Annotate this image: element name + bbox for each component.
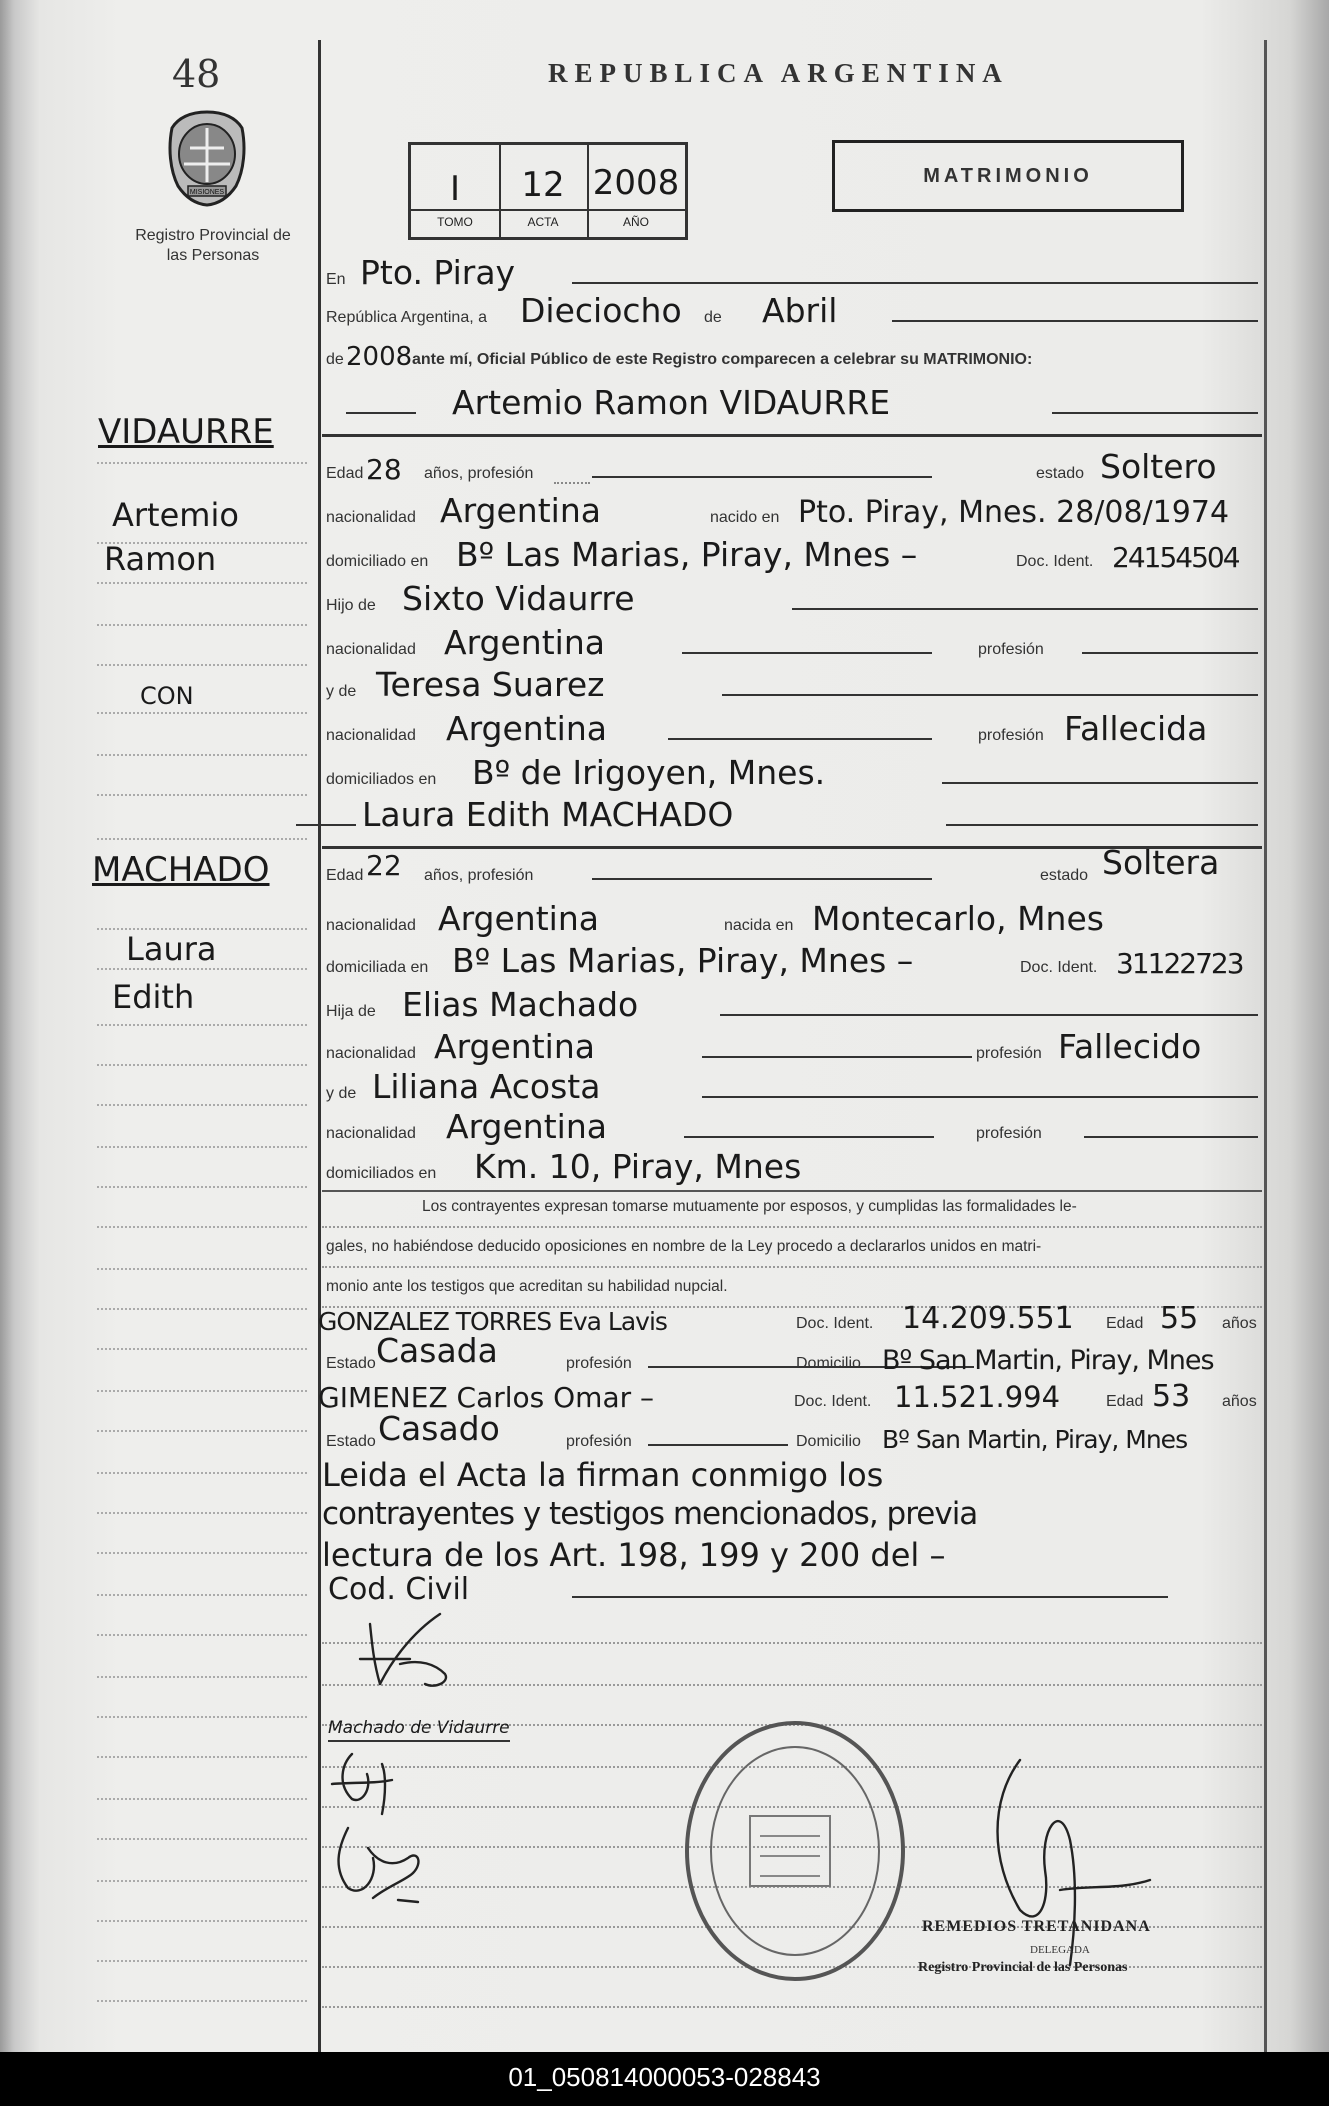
margin-bride-surname: MACHADO	[92, 850, 270, 890]
witness2-domicilio: Bº San Martin, Piray, Mnes	[882, 1425, 1188, 1454]
de-label: de	[704, 309, 722, 326]
witness2-signature	[318, 1808, 458, 1918]
closing-line-2: contrayentes y testigos mencionados, previa	[322, 1496, 978, 1532]
anio-value: 2008	[592, 163, 680, 203]
place-value: Pto. Piray	[360, 253, 516, 292]
official-stamp-line2: DELEGADA	[1030, 1944, 1090, 1956]
bride-age: 22	[366, 849, 402, 882]
bride-mother: Liliana Acosta	[372, 1067, 601, 1106]
groom-doc: 24154504	[1112, 541, 1239, 574]
witness2-prof-label: profesión	[566, 1433, 632, 1450]
groom-mother: Teresa Suarez	[376, 665, 605, 704]
bride-mother-nac: Argentina	[446, 1107, 607, 1146]
seal-text: MISIONES	[189, 189, 225, 196]
bride-yde-label: y de	[326, 1085, 357, 1102]
bride-hija-label: Hija de	[326, 1003, 376, 1020]
groom-father-prof-label: profesión	[978, 641, 1044, 658]
margin-con: CON	[140, 682, 194, 710]
bride-estado: Soltera	[1102, 843, 1220, 882]
groom-hijo-label: Hijo de	[326, 597, 376, 614]
groom-father-nac: Argentina	[444, 623, 605, 662]
groom-parents-dom: Bº de Irigoyen, Mnes.	[472, 753, 826, 792]
groom-nacido-label: nacido en	[710, 509, 780, 526]
witness2-age: 53	[1152, 1379, 1191, 1414]
bride-signature-text: Machado de Vidaurre	[328, 1718, 510, 1742]
bride-nacionalidad: Argentina	[438, 899, 599, 938]
witness1-doc: 14.209.551	[902, 1301, 1074, 1336]
closing-line-1: Leida el Acta la firman conmigo los	[322, 1456, 884, 1494]
groom-birthplace: Pto. Piray, Mnes. 28/08/1974	[798, 495, 1230, 530]
bride-father-prof-label: profesión	[976, 1045, 1042, 1062]
groom-dom-label: domiciliado en	[326, 553, 429, 570]
official-stamp-line3: Registro Provincial de las Personas	[918, 1960, 1128, 1975]
file-id-label: 01_050814000053-028843	[508, 2062, 821, 2092]
groom-estado: Soltero	[1100, 447, 1217, 486]
witness2-name: GIMENEZ Carlos Omar –	[318, 1381, 655, 1414]
bride-parents-dom: Km. 10, Piray, Mnes	[474, 1147, 802, 1186]
margin-groom-surname: VIDAURRE	[98, 412, 274, 452]
bride-domicilio: Bº Las Marias, Piray, Mnes –	[452, 941, 914, 980]
province-seal-icon	[162, 108, 252, 208]
groom-mother-nac-label: nacionalidad	[326, 727, 416, 744]
day-value: Dieciocho	[520, 291, 682, 330]
witness1-doc-label: Doc. Ident.	[796, 1315, 874, 1332]
declaration-line-1: Los contrayentes expresan tomarse mutuamente por esposos, y cumplidas las formalidades le-	[422, 1198, 1077, 1215]
right-border	[1264, 40, 1267, 2052]
bride-estado-label: estado	[1040, 867, 1089, 884]
groom-anos-profesion-label: años, profesión	[424, 465, 534, 482]
witness2-doc-label: Doc. Ident.	[794, 1393, 872, 1410]
bride-father-nac: Argentina	[434, 1027, 595, 1066]
tomo-value: I	[449, 169, 461, 209]
witness2-edad-label: Edad	[1106, 1393, 1144, 1410]
official-stamp-line1: REMEDIOS TRETANIDANA	[922, 1918, 1151, 1935]
groom-mother-prof-label: profesión	[978, 727, 1044, 744]
groom-mother-prof: Fallecida	[1064, 709, 1208, 748]
republica-label: República Argentina, a	[326, 309, 487, 326]
declaration-line-2: gales, no habiéndose deducido oposiciones en nombre de la Ley procedo a declararlos unidos en matri-	[326, 1238, 1042, 1255]
groom-age: 28	[366, 453, 402, 486]
witness2-doc: 11.521.994	[894, 1380, 1061, 1414]
anio-label: AÑO	[622, 215, 649, 229]
witness2-estado: Casado	[378, 1409, 500, 1448]
bride-doc-label: Doc. Ident.	[1020, 959, 1098, 976]
witness2-anos-label: años	[1222, 1393, 1257, 1410]
declaration-line-3: monio ante los testigos que acreditan su habilidad nupcial.	[326, 1278, 728, 1295]
witness1-anos-label: años	[1222, 1315, 1257, 1332]
bride-doc: 31122723	[1116, 947, 1243, 980]
groom-father: Sixto Vidaurre	[402, 579, 635, 618]
bride-father-nac-label: nacionalidad	[326, 1045, 416, 1062]
bride-full-name: Laura Edith MACHADO	[362, 795, 734, 834]
margin-groom-given-1: Artemio	[112, 496, 239, 534]
acta-label: ACTA	[527, 215, 559, 229]
groom-parents-dom-label: domiciliados en	[326, 771, 437, 788]
groom-estado-label: estado	[1036, 465, 1085, 482]
groom-edad-label: Edad	[326, 465, 364, 482]
month-value: Abril	[762, 291, 838, 330]
doc-type-label: MATRIMONIO	[923, 165, 1093, 187]
witness1-prof-label: profesión	[566, 1355, 632, 1372]
groom-signature	[340, 1604, 480, 1704]
record-box	[408, 142, 688, 240]
bride-mother-nac-label: nacionalidad	[326, 1125, 416, 1142]
bride-nac-label: nacionalidad	[326, 917, 416, 934]
groom-mother-nac: Argentina	[446, 709, 607, 748]
witness1-name: GONZALEZ TORRES Eva Lavis	[318, 1307, 667, 1336]
witness1-domicilio: Bº San Martin, Piray, Mnes	[882, 1345, 1214, 1376]
witness1-age: 55	[1160, 1301, 1199, 1336]
en-label: En	[326, 271, 346, 288]
groom-full-name: Artemio Ramon VIDAURRE	[452, 383, 891, 422]
bride-father: Elias Machado	[402, 985, 639, 1024]
margin-groom-given-2: Ramon	[104, 540, 217, 578]
bride-mother-prof-label: profesión	[976, 1125, 1042, 1142]
registry-label: Registro Provincial de las Personas	[135, 227, 291, 264]
witness1-estado-label: Estado	[326, 1355, 376, 1372]
acta-value: 12	[521, 165, 565, 205]
bride-parents-dom-label: domiciliados en	[326, 1165, 437, 1182]
bride-birthplace: Montecarlo, Mnes	[812, 899, 1104, 938]
margin-bride-given-1: Laura	[126, 930, 217, 968]
groom-doc-label: Doc. Ident.	[1016, 553, 1094, 570]
groom-nac-label: nacionalidad	[326, 509, 416, 526]
groom-yde-label: y de	[326, 683, 357, 700]
bride-anos-profesion-label: años, profesión	[424, 867, 534, 884]
bride-dom-label: domiciliada en	[326, 959, 429, 976]
groom-domicilio: Bº Las Marias, Piray, Mnes –	[456, 535, 918, 574]
bride-edad-label: Edad	[326, 867, 364, 884]
de2-label: de	[326, 351, 344, 368]
registry-stamp-icon	[680, 1716, 910, 1986]
witness1-estado: Casada	[376, 1331, 498, 1370]
bride-nacida-label: nacida en	[724, 917, 794, 934]
margin-bride-given-2: Edith	[112, 978, 195, 1016]
witness1-dom-label: Domicilio	[796, 1355, 861, 1372]
doc-type-box	[832, 140, 1184, 212]
bride-father-prof: Fallecido	[1058, 1027, 1202, 1066]
witness2-dom-label: Domicilio	[796, 1433, 861, 1450]
groom-father-nac-label: nacionalidad	[326, 641, 416, 658]
witness1-edad-label: Edad	[1106, 1315, 1144, 1332]
year-value: 2008	[346, 342, 413, 372]
witness2-estado-label: Estado	[326, 1433, 376, 1450]
header-title: REPUBLICA ARGENTINA	[548, 58, 1009, 88]
statement-text: ante mí, Oficial Público de este Registro comparecen a celebrar su MATRIMONIO:	[412, 351, 1033, 368]
tomo-label: TOMO	[437, 215, 473, 229]
closing-line-3: lectura de los Art. 198, 199 y 200 del –	[322, 1536, 946, 1574]
groom-nacionalidad: Argentina	[440, 491, 601, 530]
closing-line-4: Cod. Civil	[328, 1572, 470, 1607]
page-number: 48	[172, 52, 221, 96]
